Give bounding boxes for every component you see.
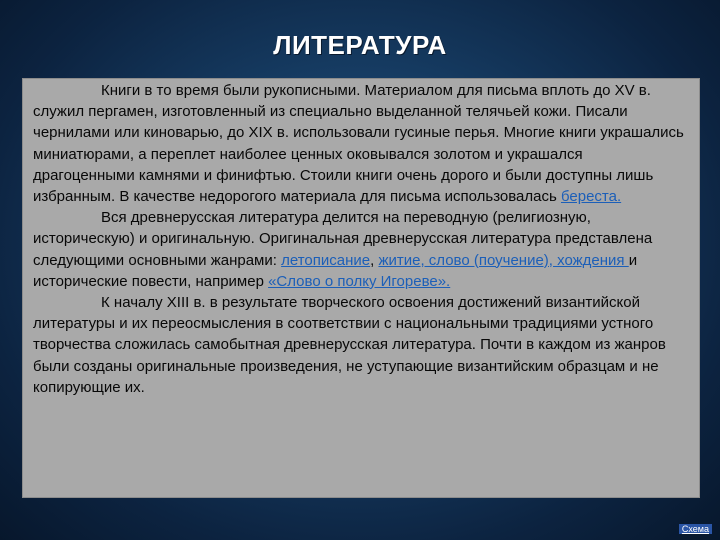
paragraph-2 (33, 207, 688, 292)
schema-back-link[interactable]: Схема (679, 524, 712, 534)
zhitie-slovo-khozhdeniya-link[interactable]: житие, слово (поучение), хождения (378, 251, 629, 269)
paragraph-1-text: Книги в то время были рукописными. Материалом для письма вплоть до XV в. служил пергамен, изготовленный из специально выделанной телячьей кожи. Писали чернилами или киноварью, до XIX в. использовали гусиные перья. Многие книги украшались миниатюрами, а переплет наиболее ценных оковывался золотом и украшался драгоценными камнями и финифтью. Стоили книги очень дорого и были доступны лишь избранным. В качестве недорогого материала для письма использовалась (33, 82, 684, 206)
paragraph-3 (33, 292, 688, 398)
beresta-link[interactable]: береста. (560, 188, 622, 206)
paragraph-2-text: Вся древнерусская литература делится на переводную (религиозную, историческую) и оригинальную. Оригинальная древнерусская литература представлена следующими основными жанрами: (33, 209, 653, 269)
paragraph-2-comma: , (370, 251, 379, 269)
body-text (33, 80, 688, 398)
slide-title: ЛИТЕРАТУРА (273, 30, 447, 60)
paragraph-3-text: К началу XIII в. в результате творческого освоения достижений византийской литературы и их переосмысления в соответствии с национальными традициями устного творчества сложилась самобытная древнерусская литература. Почти в каждом из жанров были созданы оригинальные произведения, не уступающие византийским образцам и не копирующие их. (33, 294, 666, 396)
slovo-o-polku-igoreve-link[interactable]: «Слово о полку Игореве». (268, 272, 451, 290)
paragraph-2-middle: и исторические повести, например (33, 251, 638, 290)
letopisanie-link[interactable]: летописание (281, 251, 371, 269)
paragraph-1 (33, 80, 688, 207)
